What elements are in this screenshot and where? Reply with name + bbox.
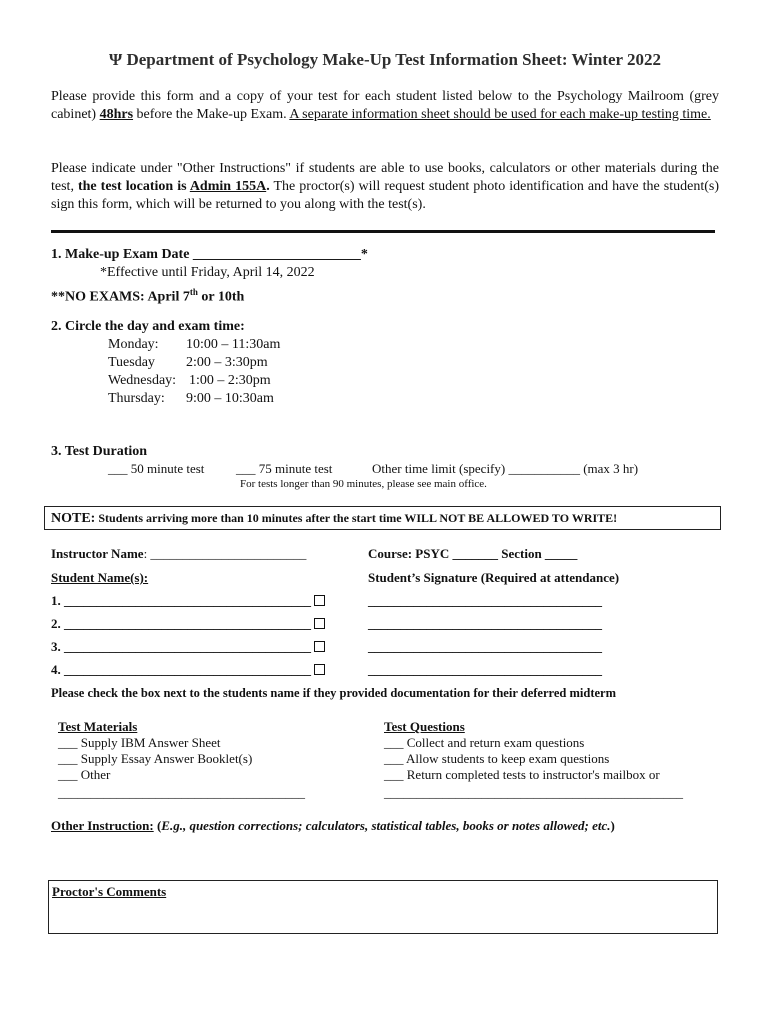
- documentation-instruction: Please check the box next to the students name if they provided documentation for their deferred midterm: [51, 686, 616, 700]
- test-questions-header: Test Questions: [384, 719, 465, 734]
- time-label: 9:00 – 10:30am: [186, 391, 274, 406]
- intro-text: Please provide this form and a copy of your test for each student listed below to the Psychology Mailroom (grey cabinet): [51, 89, 719, 122]
- documentation-checkbox[interactable]: [314, 641, 325, 652]
- student-names-header: Student Name(s):: [51, 570, 149, 585]
- other-instruction-label: Other Instruction:: [51, 818, 154, 833]
- day-option-monday[interactable]: [108, 336, 280, 354]
- signature-header: Student’s Signature (Required at attendance): [368, 570, 620, 585]
- time-label: 1:00 – 2:30pm: [189, 373, 271, 388]
- instructor-blank: : ________________________: [143, 546, 307, 561]
- day-label: Wednesday:: [108, 373, 177, 388]
- duration-50-option[interactable]: ___ 50 minute test: [108, 461, 205, 476]
- course-section-field[interactable]: Course: PSYC _______ Section _____: [368, 546, 578, 561]
- instructor-name-field[interactable]: [51, 546, 306, 561]
- student-name-line[interactable]: 4. ______________________________________: [51, 662, 311, 677]
- duration-other-option[interactable]: Other time limit (specify) ___________ (max 3 hr): [372, 461, 639, 476]
- material-other-line[interactable]: ______________________________________: [58, 785, 305, 800]
- proctor-comments-box[interactable]: [48, 880, 718, 934]
- effective-note: *Effective until Friday, April 14, 2022: [100, 265, 315, 280]
- no-exams-note: [51, 283, 244, 307]
- note-box: [44, 506, 721, 530]
- test-duration-heading: 3. Test Duration: [51, 444, 148, 459]
- student-row[interactable]: [51, 662, 325, 677]
- no-exams-text: **NO EXAMS: April 7: [51, 289, 190, 305]
- paren: (: [153, 818, 162, 833]
- question-option-keep[interactable]: ___ Allow students to keep exam questions: [384, 751, 610, 766]
- note-message: Students arriving more than 10 minutes after the start time WILL NOT BE ALLOWED TO WRITE!: [95, 511, 618, 525]
- time-label: 10:00 – 11:30am: [186, 337, 281, 352]
- day-time-heading: 2. Circle the day and exam time:: [51, 319, 245, 334]
- intro-text: Please indicate under "Other Instructions" if students are able to use books, calculators or other materials during the test,: [51, 161, 719, 194]
- day-label: Monday:: [108, 337, 159, 352]
- day-option-thursday[interactable]: [108, 390, 274, 408]
- intro-text: The proctor(s) will request student photo identification and have the student(s) sign this form, which will be returned to you along with the test(s).: [51, 179, 719, 212]
- paren: ): [610, 818, 615, 833]
- material-option-essay[interactable]: ___ Supply Essay Answer Booklet(s): [58, 751, 253, 766]
- duration-note: For tests longer than 90 minutes, please see main office.: [240, 478, 487, 490]
- separate-sheet-note: A separate information sheet should be used for each make-up testing time.: [289, 107, 711, 122]
- student-name-line[interactable]: 1. ______________________________________: [51, 593, 311, 608]
- question-option-return[interactable]: ___ Return completed tests to instructor's mailbox or: [384, 767, 660, 782]
- proctor-comments-label: Proctor's Comments: [52, 884, 167, 899]
- ordinal-suffix: th: [189, 287, 198, 297]
- signature-line[interactable]: ____________________________________: [368, 593, 602, 608]
- student-row[interactable]: [51, 593, 325, 608]
- student-name-line[interactable]: 3. ______________________________________: [51, 639, 311, 654]
- intro-text: before the Make-up Exam.: [133, 107, 290, 122]
- test-materials-header: Test Materials: [58, 719, 138, 734]
- documentation-checkbox[interactable]: [314, 618, 325, 629]
- question-other-line[interactable]: ______________________________________________: [384, 785, 683, 800]
- documentation-checkbox[interactable]: [314, 595, 325, 606]
- day-label: Tuesday: [108, 355, 155, 370]
- duration-75-option[interactable]: ___ 75 minute test: [236, 461, 333, 476]
- period: .: [266, 179, 270, 194]
- material-option-other[interactable]: ___ Other: [58, 767, 111, 782]
- time-label: 2:00 – 3:30pm: [186, 355, 268, 370]
- section-divider: [51, 230, 715, 233]
- deadline-hours: 48hrs: [99, 107, 134, 122]
- student-name-line[interactable]: 2. ______________________________________: [51, 616, 311, 631]
- instructor-label: Instructor Name: [51, 546, 144, 561]
- signature-line[interactable]: ____________________________________: [368, 639, 602, 654]
- day-option-wednesday[interactable]: [108, 372, 271, 390]
- intro-paragraph-1: [51, 88, 719, 124]
- exam-date-field[interactable]: 1. Make-up Exam Date ________________________*: [51, 247, 368, 262]
- documentation-checkbox[interactable]: [314, 664, 325, 675]
- day-label: Thursday:: [108, 391, 165, 406]
- question-option-collect[interactable]: ___ Collect and return exam questions: [384, 735, 585, 750]
- student-row[interactable]: [51, 616, 325, 631]
- test-location: Admin 155A: [189, 179, 267, 194]
- signature-line[interactable]: ____________________________________: [368, 662, 602, 677]
- day-option-tuesday[interactable]: [108, 354, 268, 372]
- note-text: [51, 510, 617, 527]
- signature-line[interactable]: ____________________________________: [368, 616, 602, 631]
- intro-paragraph-2: [51, 160, 719, 214]
- page-title: Ψ Department of Psychology Make-Up Test Information Sheet: Winter 2022: [108, 50, 662, 69]
- material-option-ibm[interactable]: ___ Supply IBM Answer Sheet: [58, 735, 221, 750]
- other-instruction: [51, 818, 615, 833]
- no-exams-text-end: or 10th: [197, 289, 245, 305]
- note-label: NOTE:: [51, 511, 96, 526]
- location-label: the test location is: [77, 179, 190, 194]
- student-row[interactable]: [51, 639, 325, 654]
- other-instruction-examples: E.g., question corrections; calculators, statistical tables, books or notes allowed; etc.: [161, 818, 611, 833]
